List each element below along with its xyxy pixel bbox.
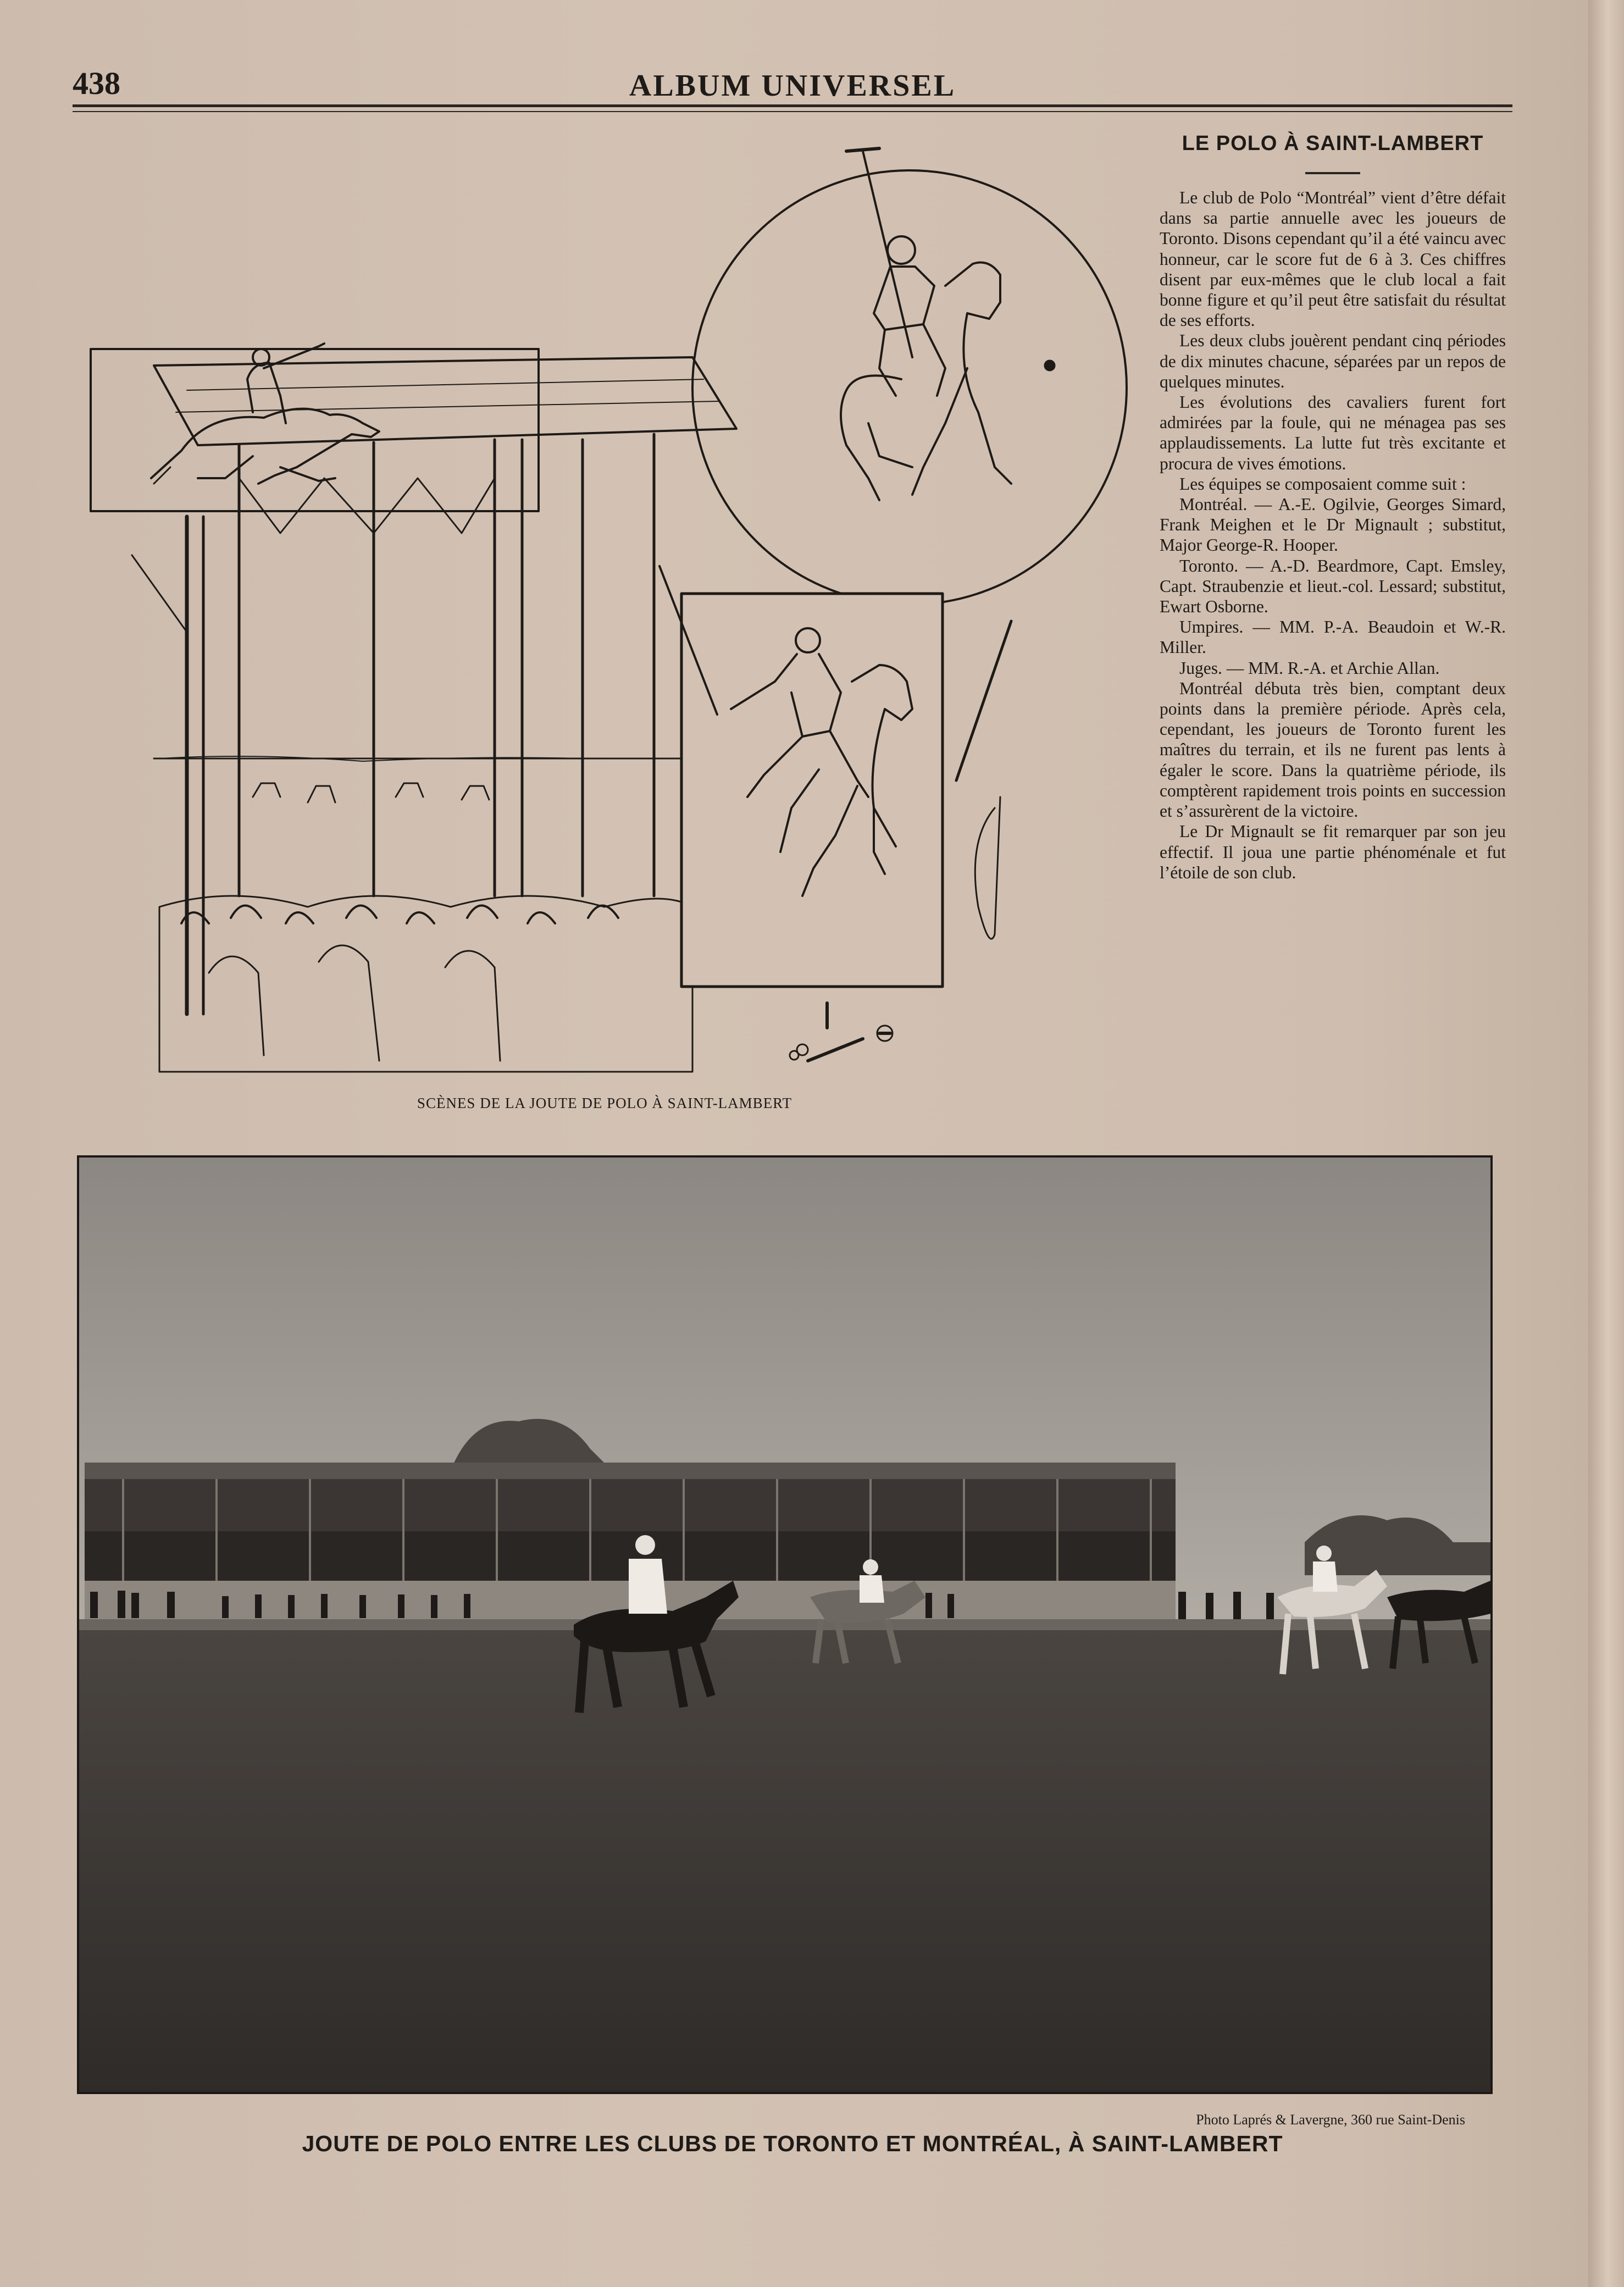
article-paragraph: Les évolutions des cavaliers furent fort admirées par la foule, qui ne ménagea pas ses applaudissements. La lutte fut très excitante et procura de vives émotions. bbox=[1160, 392, 1506, 473]
small-rider-sketch bbox=[91, 344, 539, 511]
photo-caption: JOUTE DE POLO ENTRE LES CLUBS DE TORONTO ET MONTRÉAL, À SAINT-LAMBERT bbox=[302, 2131, 1283, 2156]
title-rule bbox=[1305, 172, 1360, 174]
page-header bbox=[73, 65, 1512, 109]
photo-credit: Photo Laprés & Lavergne, 360 rue Saint-Denis bbox=[1196, 2112, 1465, 2128]
page-edge bbox=[1588, 0, 1624, 2287]
header-rule bbox=[73, 104, 1512, 107]
header-rule-thin bbox=[73, 111, 1512, 112]
article-paragraph: Les deux clubs jouèrent pendant cinq périodes de dix minutes chacune, séparées par un repos de quelques minutes. bbox=[1160, 331, 1506, 391]
framed-rider-sketch bbox=[659, 566, 1011, 1061]
article-title: LE POLO À SAINT-LAMBERT bbox=[1182, 132, 1484, 155]
article-paragraph: Le club de Polo “Montréal” vient d’être défait dans sa partie annuelle avec les joueurs de Toronto. Disons cependant qu’il a été vaincu avec honneur, car le score fut de 6 à 3. Ces chiffres disent par eux-mêmes que le club local a fait bonne figure et qu’il peut être satisfait du résultat de ses efforts. bbox=[1160, 188, 1506, 330]
field bbox=[79, 1630, 1490, 2092]
article-paragraph: Montréal débuta très bien, comptant deux points dans la première période. Après cela, cependant, les joueurs de Toronto furent les maîtres du terrain, et ils ne furent pas lents à égaler le score. Dans la quatrième période, ils comptèrent rapidement trois points en succession et s’assurèrent de la victoire. bbox=[1160, 678, 1506, 821]
grandstand-sketch bbox=[132, 357, 736, 1072]
article-paragraph: Montréal. — A.-E. Ogilvie, Georges Simard, Frank Meighen et le Dr Mignault ; substitut, Major George-R. Hooper. bbox=[1160, 495, 1506, 555]
illustrations-caption: SCÈNES DE LA JOUTE DE POLO À SAINT-LAMBERT bbox=[417, 1095, 792, 1111]
article-column bbox=[1160, 132, 1506, 883]
article-paragraph: Toronto. — A.-D. Beardmore, Capt. Emsley, Capt. Straubenzie et lieut.-col. Lessard; substitut, Ewart Osborne. bbox=[1160, 556, 1506, 617]
article-paragraph: Les équipes se composaient comme suit : bbox=[1179, 474, 1466, 494]
article-paragraph: Le Dr Mignault se fit remarquer par son jeu effectif. Il joua une partie phénoménale et fut l’étoile de son club. bbox=[1160, 822, 1506, 882]
circle-rider-sketch bbox=[692, 148, 1127, 605]
article-body bbox=[1160, 187, 1506, 883]
magazine-title: ALBUM UNIVERSEL bbox=[629, 69, 956, 103]
page-number: 438 bbox=[73, 65, 120, 101]
polo-illustrations bbox=[88, 137, 1143, 1083]
article-paragraph: Umpires. — MM. P.-A. Beaudoin et W.-R. Miller. bbox=[1160, 617, 1506, 657]
article-paragraph: Juges. — MM. R.-A. et Archie Allan. bbox=[1179, 658, 1440, 678]
polo-match-photo bbox=[77, 1155, 1493, 2094]
